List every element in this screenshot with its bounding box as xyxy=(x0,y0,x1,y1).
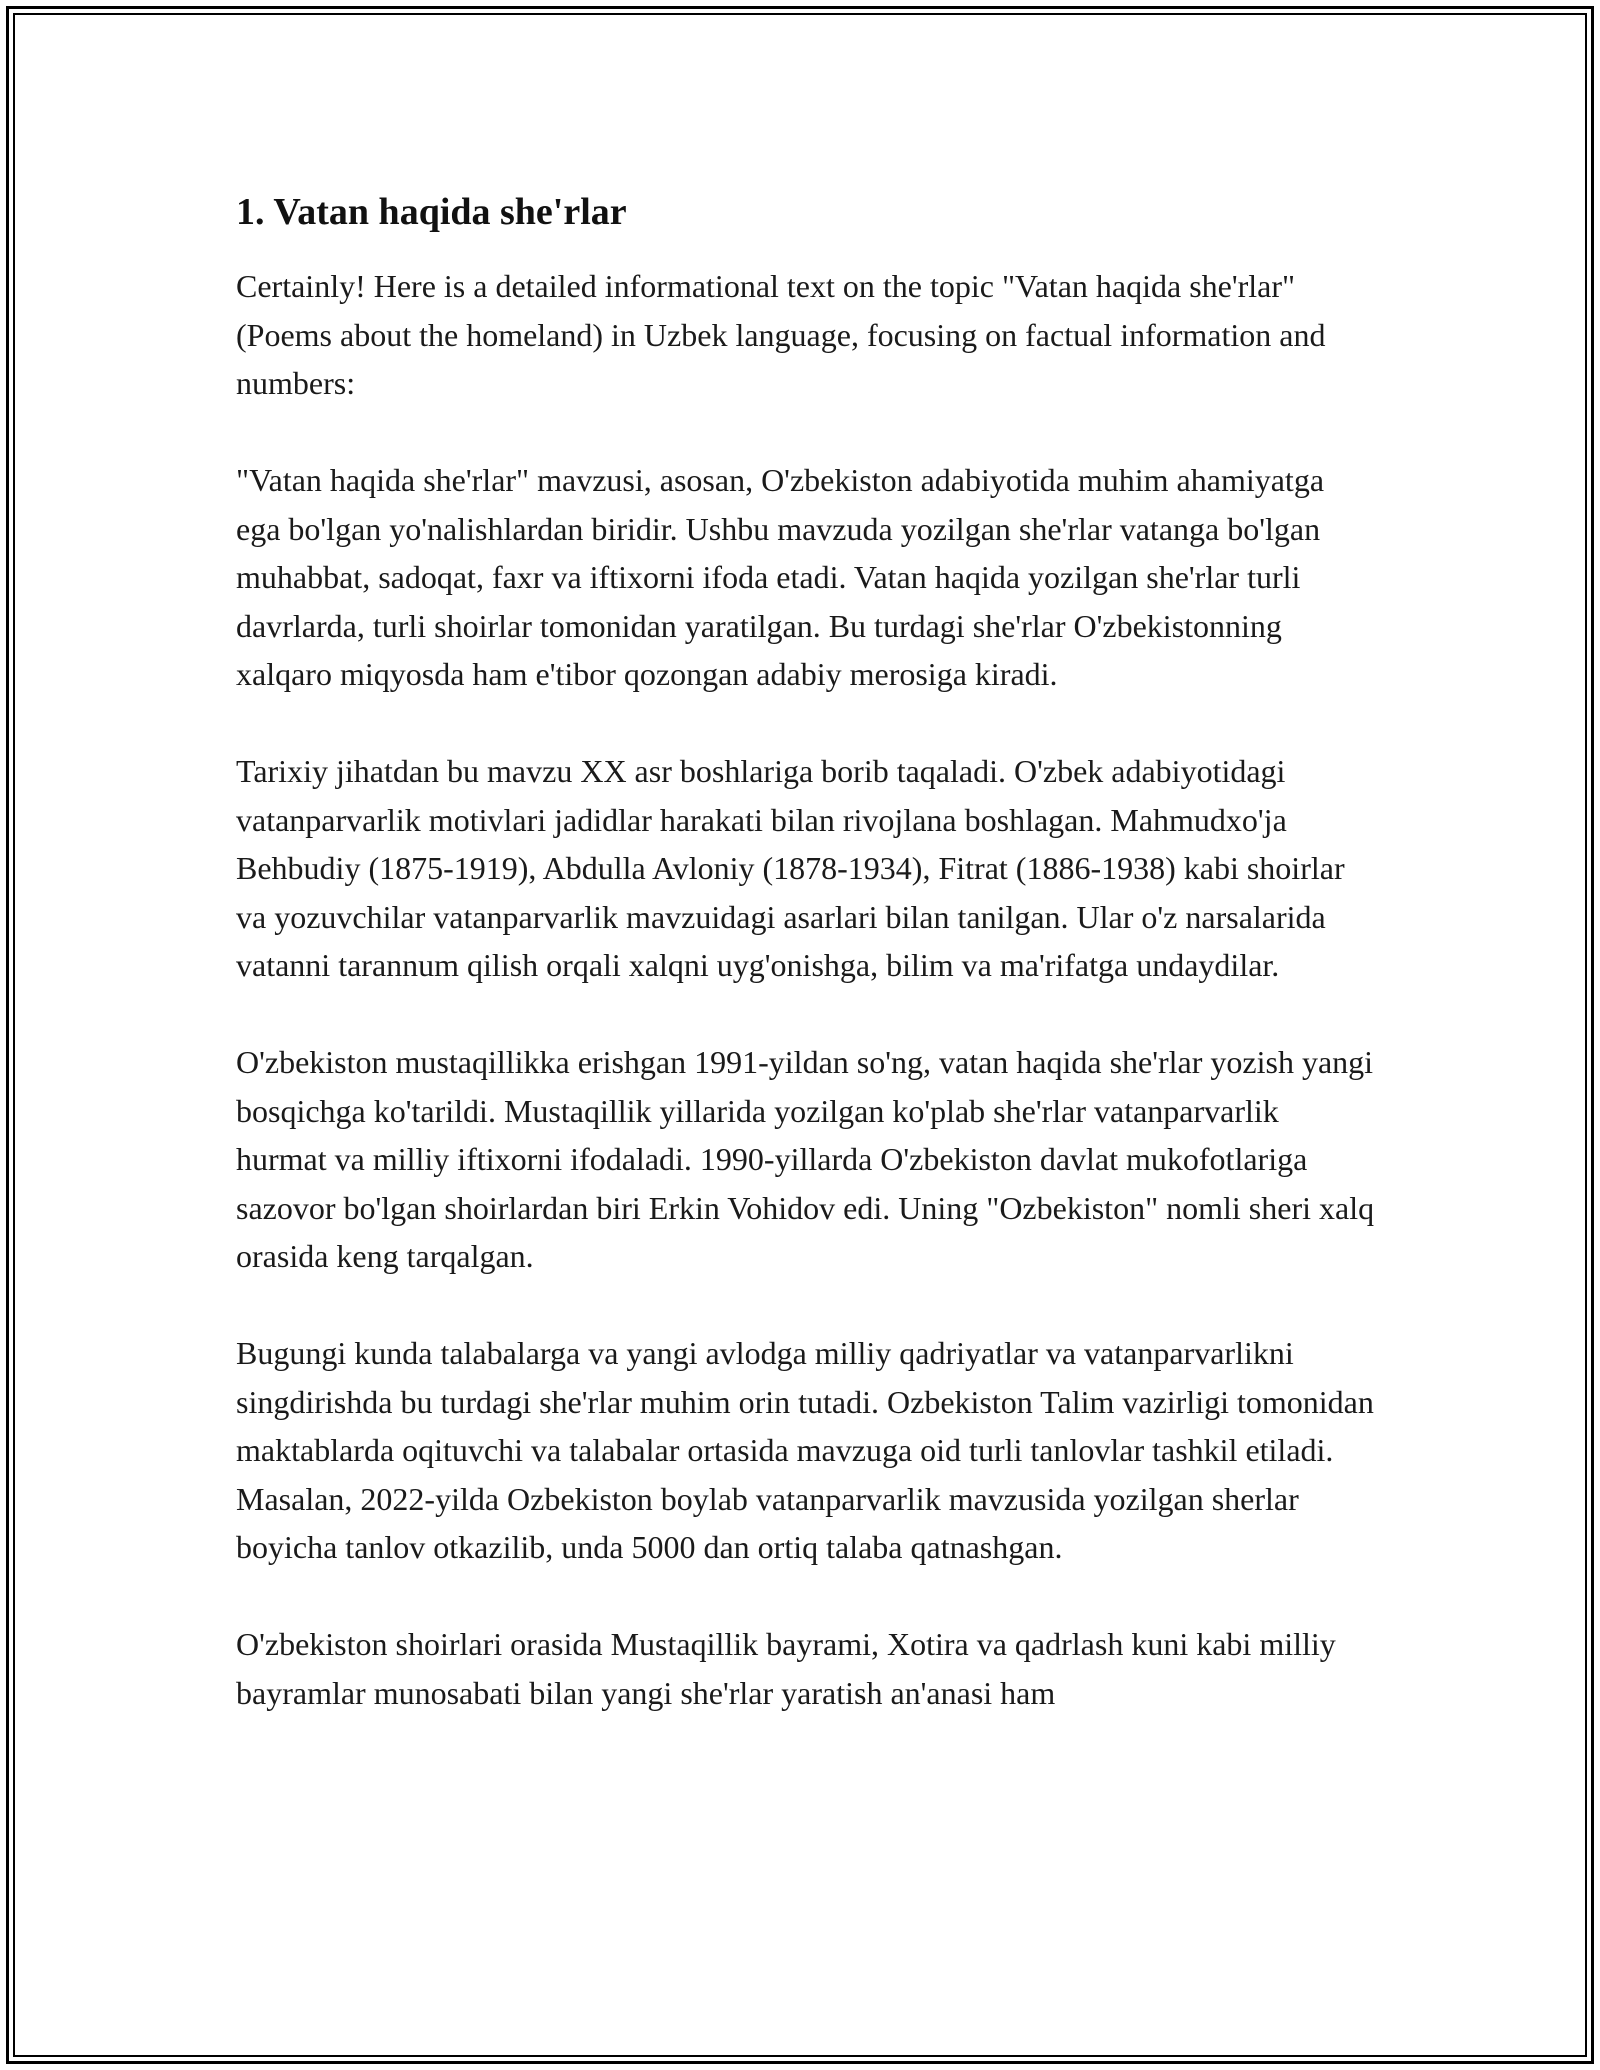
paragraph-overview: "Vatan haqida she'rlar" mavzusi, asosan, O'zbekiston adabiyotida muhim ahamiyatga ega bo'lgan yo'nalishlardan biridir. Ushbu mavzuda yozilgan she'rlar vatanga bo'lgan muhabbat, sadoqat, faxr va iftixorni ifoda etadi. Vatan haqida yozilgan she'rlar turli davrlarda, turli shoirlar tomonidan yaratilgan. Bu turdagi she'rlar O'zbekistonning xalqaro miqyosda ham e'tibor qozongan adabiy merosiga kiradi. xyxy=(236,462,1325,692)
paragraph-intro: Certainly! Here is a detailed informational text on the topic "Vatan haqida she'rlar" (Poems about the homeland) in Uzbek language, focusing on factual information and numbers: xyxy=(236,268,1326,401)
paragraph-independence: O'zbekiston mustaqillikka erishgan 1991-yildan so'ng, vatan haqida she'rlar yozish yangi bosqichga ko'tarildi. Mustaqillik yillarida yozilgan ko'plab she'rlar vatanparvarlik hurmat va milliy iftixorni ifodaladi. 1990-yillarda O'zbekiston davlat mukofotlariga sazovor bo'lgan shoirlardan biri Erkin Vohidov edi. Uning "Ozbekiston" nomli sheri xalq orasida keng tarqalgan. xyxy=(236,1044,1375,1274)
paragraph-history: Tarixiy jihatdan bu mavzu XX asr boshlariga borib taqaladi. O'zbek adabiyotidagi vatanparvarlik motivlari jadidlar harakati bilan rivojlana boshlagan. Mahmudxo'ja Behbudiy (1875-1919), Abdulla Avloniy (1878-1934), Fitrat (1886-1938) kabi shoirlar va yozuvchilar vatanparvarlik mavzuidagi asarlari bilan tanilgan. Ular o'z narsalarida vatanni tarannum qilish orqali xalqni uyg'onishga, bilim va ma'rifatga undaydilar. xyxy=(236,753,1345,983)
document-body xyxy=(236,186,1376,1766)
section-heading: 1. Vatan haqida she'rlar xyxy=(236,191,627,233)
paragraph-education: Bugungi kunda talabalarga va yangi avlodga milliy qadriyatlar va vatanparvarlikni singdirishda bu turdagi she'rlar muhim orin tutadi. Ozbekiston Talim vazirligi tomonidan maktablarda oqituvchi va talabalar ortasida mavzuga oid turli tanlovlar tashkil etiladi. Masalan, 2022-yilda Ozbekiston boylab vatanparvarlik mavzusida yozilgan sherlar boyicha tanlov otkazilib, unda 5000 dan ortiq talaba qatnashgan. xyxy=(236,1335,1374,1565)
paragraph-holidays: O'zbekiston shoirlari orasida Mustaqillik bayrami, Xotira va qadrlash kuni kabi milliy bayramlar munosabati bilan yangi she'rlar yaratish an'anasi ham xyxy=(236,1626,1336,1711)
